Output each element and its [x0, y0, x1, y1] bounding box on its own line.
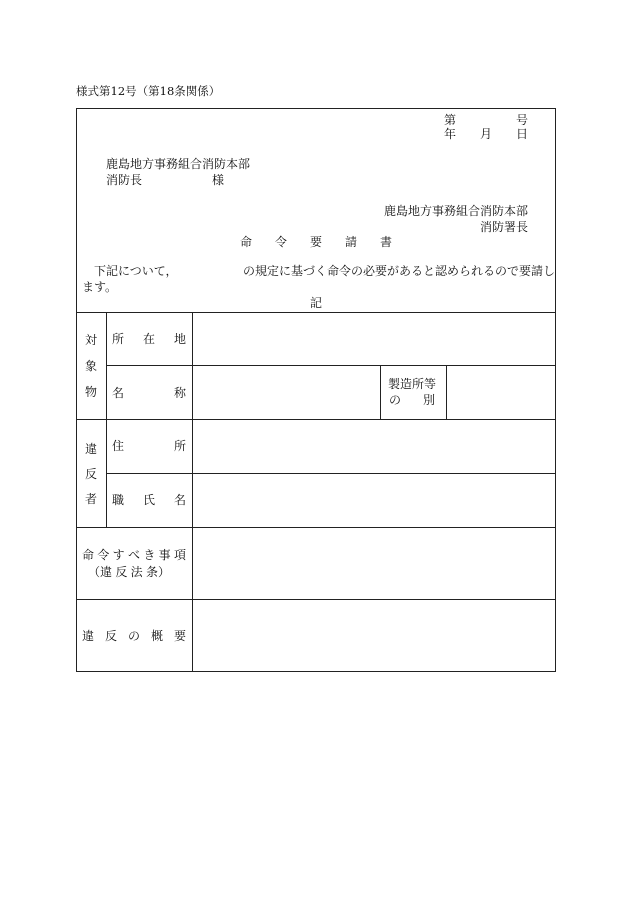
- group-char: 物: [84, 385, 97, 399]
- title-char: 命: [240, 235, 253, 249]
- address-value-cell[interactable]: [193, 420, 555, 473]
- title-char: 請: [344, 235, 357, 249]
- label-char: 職: [112, 493, 125, 507]
- occupation-name-label: [112, 494, 186, 506]
- number-suffix: 号: [516, 113, 529, 127]
- label-char: 法: [130, 565, 143, 579]
- title-char: 要: [309, 235, 322, 249]
- label-char: の: [127, 629, 140, 643]
- body-intro: 下記について，: [94, 264, 178, 278]
- label-char: 在: [142, 332, 155, 346]
- addressee-honorific: 様: [212, 173, 225, 187]
- date-year: 年: [444, 127, 457, 141]
- violator-group-label: [84, 443, 98, 505]
- facility-type-label-line1: 製造所等: [388, 377, 437, 391]
- group-column-line: [106, 312, 107, 527]
- occupation-name-value-cell[interactable]: [193, 474, 555, 527]
- name-value-cell[interactable]: [193, 366, 379, 419]
- date-day: 日: [516, 127, 529, 141]
- label-char: 令: [97, 548, 110, 562]
- summary-label: [82, 630, 186, 642]
- title-char: 令: [274, 235, 287, 249]
- label-char: 地: [173, 332, 186, 346]
- label-char: 名: [112, 386, 125, 400]
- sender-title: 消防署長: [480, 220, 529, 234]
- order-label-line1: [82, 549, 186, 561]
- label-char: 氏: [142, 493, 155, 507]
- label-char: 事: [158, 548, 171, 562]
- group-char: 者: [84, 492, 97, 506]
- summary-value-cell[interactable]: [193, 600, 555, 671]
- sender-org: 鹿島地方事務組合消防本部: [384, 204, 529, 218]
- label-char: 概: [150, 629, 163, 643]
- ki-heading: 記: [310, 296, 323, 310]
- facility-type-value-cell[interactable]: [447, 366, 555, 419]
- facility-type-label-line2: [389, 394, 435, 406]
- label-char: 要: [173, 629, 186, 643]
- address-label: [112, 440, 186, 452]
- order-value-cell[interactable]: [193, 528, 555, 599]
- label-char: 反: [104, 629, 117, 643]
- title-char: 書: [379, 235, 392, 249]
- group-char: 違: [84, 442, 97, 456]
- label-char: 所: [112, 332, 125, 346]
- addressee-title: 消防長: [106, 173, 143, 187]
- document-title: [240, 236, 392, 248]
- location-value-cell[interactable]: [193, 313, 555, 365]
- label-char: 別: [422, 393, 435, 407]
- facility-type-line-left: [380, 365, 381, 419]
- location-label: [112, 333, 186, 345]
- body-continuation: ます。: [82, 280, 118, 294]
- addressee-org: 鹿島地方事務組合消防本部: [106, 157, 251, 171]
- group-char: 象: [84, 359, 97, 373]
- label-char: の: [389, 393, 402, 407]
- body-main: の規定に基づく命令の必要があると認められるので要請し: [243, 264, 556, 278]
- date-month: 月: [480, 127, 493, 141]
- label-char: す: [112, 548, 125, 562]
- label-char: 名: [173, 493, 186, 507]
- label-char: べ: [127, 548, 140, 562]
- label-char: （違: [88, 565, 113, 579]
- label-char: 称: [173, 386, 186, 400]
- label-char: 違: [82, 629, 95, 643]
- group-char: 反: [84, 467, 97, 481]
- label-char: 命: [82, 548, 95, 562]
- name-label: [112, 387, 186, 399]
- target-group-label: [84, 334, 98, 398]
- label-char: 所: [173, 439, 186, 453]
- label-char: 住: [112, 439, 125, 453]
- label-char: 項: [173, 548, 186, 562]
- order-label-line2: [88, 566, 170, 578]
- label-char: き: [143, 548, 156, 562]
- number-prefix: 第: [444, 113, 457, 127]
- group-char: 対: [84, 333, 97, 347]
- label-char: 条）: [145, 565, 170, 579]
- form-number: 様式第12号（第18条関係）: [76, 84, 221, 98]
- label-char: 反: [115, 565, 128, 579]
